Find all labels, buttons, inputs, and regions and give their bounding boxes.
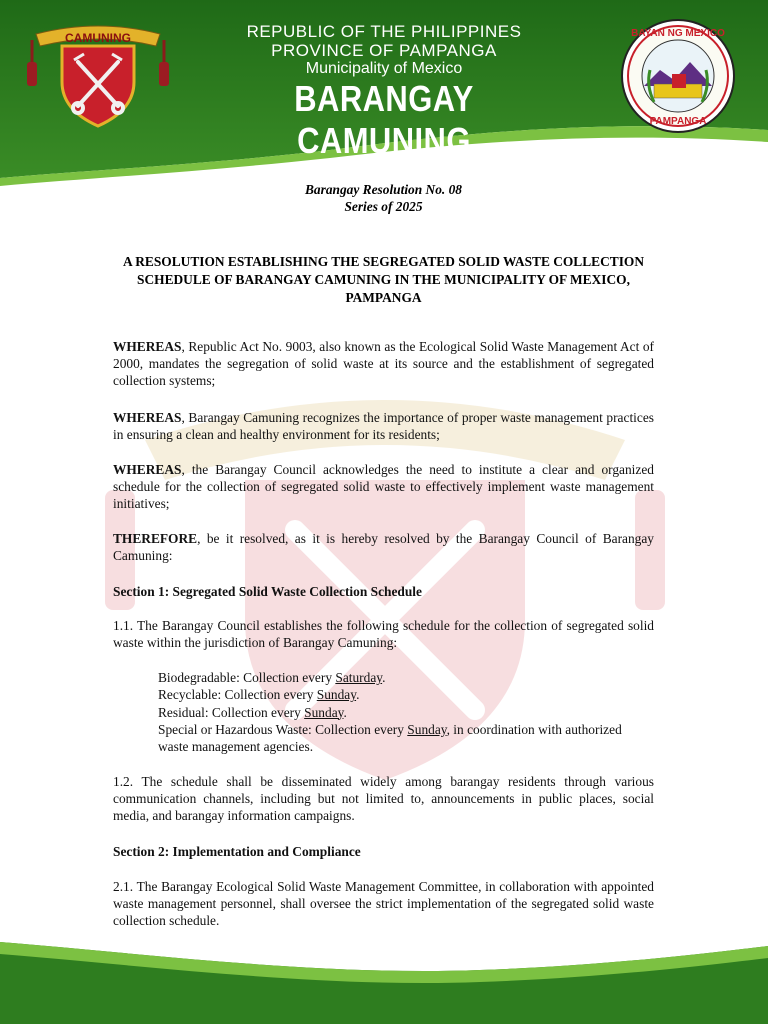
resolution-title: A RESOLUTION ESTABLISHING THE SEGREGATED SOLID WASTE COLLECTION SCHEDULE OF BARANGAY CAMUNING IN THE MUNICIPALITY OF MEXICO, PAMPANGA	[122, 254, 645, 305]
whereas-clause-2	[113, 409, 654, 443]
header-republic: REPUBLIC OF THE PHILIPPINES	[246, 22, 522, 41]
schedule-item-residual: Residual: Collection every Sunday.	[158, 704, 347, 720]
svg-text:CAMUNING: CAMUNING	[65, 31, 131, 45]
footer-banner	[0, 924, 768, 1024]
clause-text: , be it resolved, as it is hereby resolved by the Barangay Council of Barangay Camuning:	[113, 531, 654, 563]
resolution-number-line: Barangay Resolution No. 08	[305, 182, 462, 197]
svg-text:BAYAN NG MEXICO: BAYAN NG MEXICO	[631, 28, 725, 39]
clause-text: , the Barangay Council acknowledges the need to institute a clear and organized schedule for the collection of segregated solid waste to effectively implement waste management initiatives;	[113, 462, 654, 511]
therefore-clause	[113, 530, 654, 564]
schedule-day: Sunday	[407, 721, 447, 737]
section-2-1-paragraph: 2.1. The Barangay Ecological Solid Waste Management Committee, in collaboration with appointed waste management personnel, shall oversee the strict implementation of the segregated solid waste collection schedule.	[113, 879, 654, 928]
clause-text: , Barangay Camuning recognizes the importance of proper waste management practices in ensuring a clean and healthy environment for its residents;	[113, 410, 654, 442]
clause-lead: THEREFORE	[113, 531, 198, 546]
section-1-heading: Section 1: Segregated Solid Waste Collection Schedule	[113, 584, 422, 599]
municipal-seal-logo	[610, 18, 746, 134]
resolution-number	[113, 181, 654, 215]
schedule-day: Saturday	[335, 670, 383, 685]
schedule-day: Sunday	[304, 704, 344, 720]
clause-lead: WHEREAS	[113, 462, 182, 477]
schedule-day: Sunday	[316, 687, 357, 703]
barangay-seal-logo	[22, 22, 174, 132]
header-barangay: BARANGAY CAMUNING	[294, 78, 474, 161]
section-1-1-paragraph: 1.1. The Barangay Council establishes the following schedule for the collection of segregated solid waste within the jurisdiction of Barangay Camuning:	[113, 618, 654, 650]
header-province: PROVINCE OF PAMPANGA	[271, 41, 497, 60]
schedule-item-recyclable: Recyclable: Collection every Sunday.	[158, 687, 360, 703]
resolution-series-line: Series of 2025	[344, 199, 423, 214]
collection-schedule-list	[158, 669, 654, 755]
section-1-2-paragraph: 1.2. The schedule shall be disseminated widely among barangay residents through various communication channels, including but not limited to, announcements in public places, social media, and barangay information campaigns.	[113, 774, 654, 823]
svg-text:PAMPANGA: PAMPANGA	[649, 116, 707, 127]
header-municipality: Municipality of Mexico	[305, 60, 463, 77]
section-2-heading: Section 2: Implementation and Compliance	[113, 844, 361, 859]
clause-lead: WHEREAS	[113, 339, 182, 354]
clause-text: , Republic Act No. 9003, also known as the Ecological Solid Waste Management Act of 2000, mandates the segregation of solid waste at its source and the establishment of segregated collection systems;	[113, 339, 654, 388]
schedule-item-hazardous: Special or Hazardous Waste: Collection every Sunday, in coordination with authorized waste management agencies.	[158, 721, 622, 755]
schedule-item-biodegradable: Biodegradable: Collection every Saturday.	[158, 670, 386, 685]
clause-lead: WHEREAS	[113, 410, 182, 425]
whereas-clause-1	[113, 338, 654, 389]
whereas-clause-3	[113, 461, 654, 512]
